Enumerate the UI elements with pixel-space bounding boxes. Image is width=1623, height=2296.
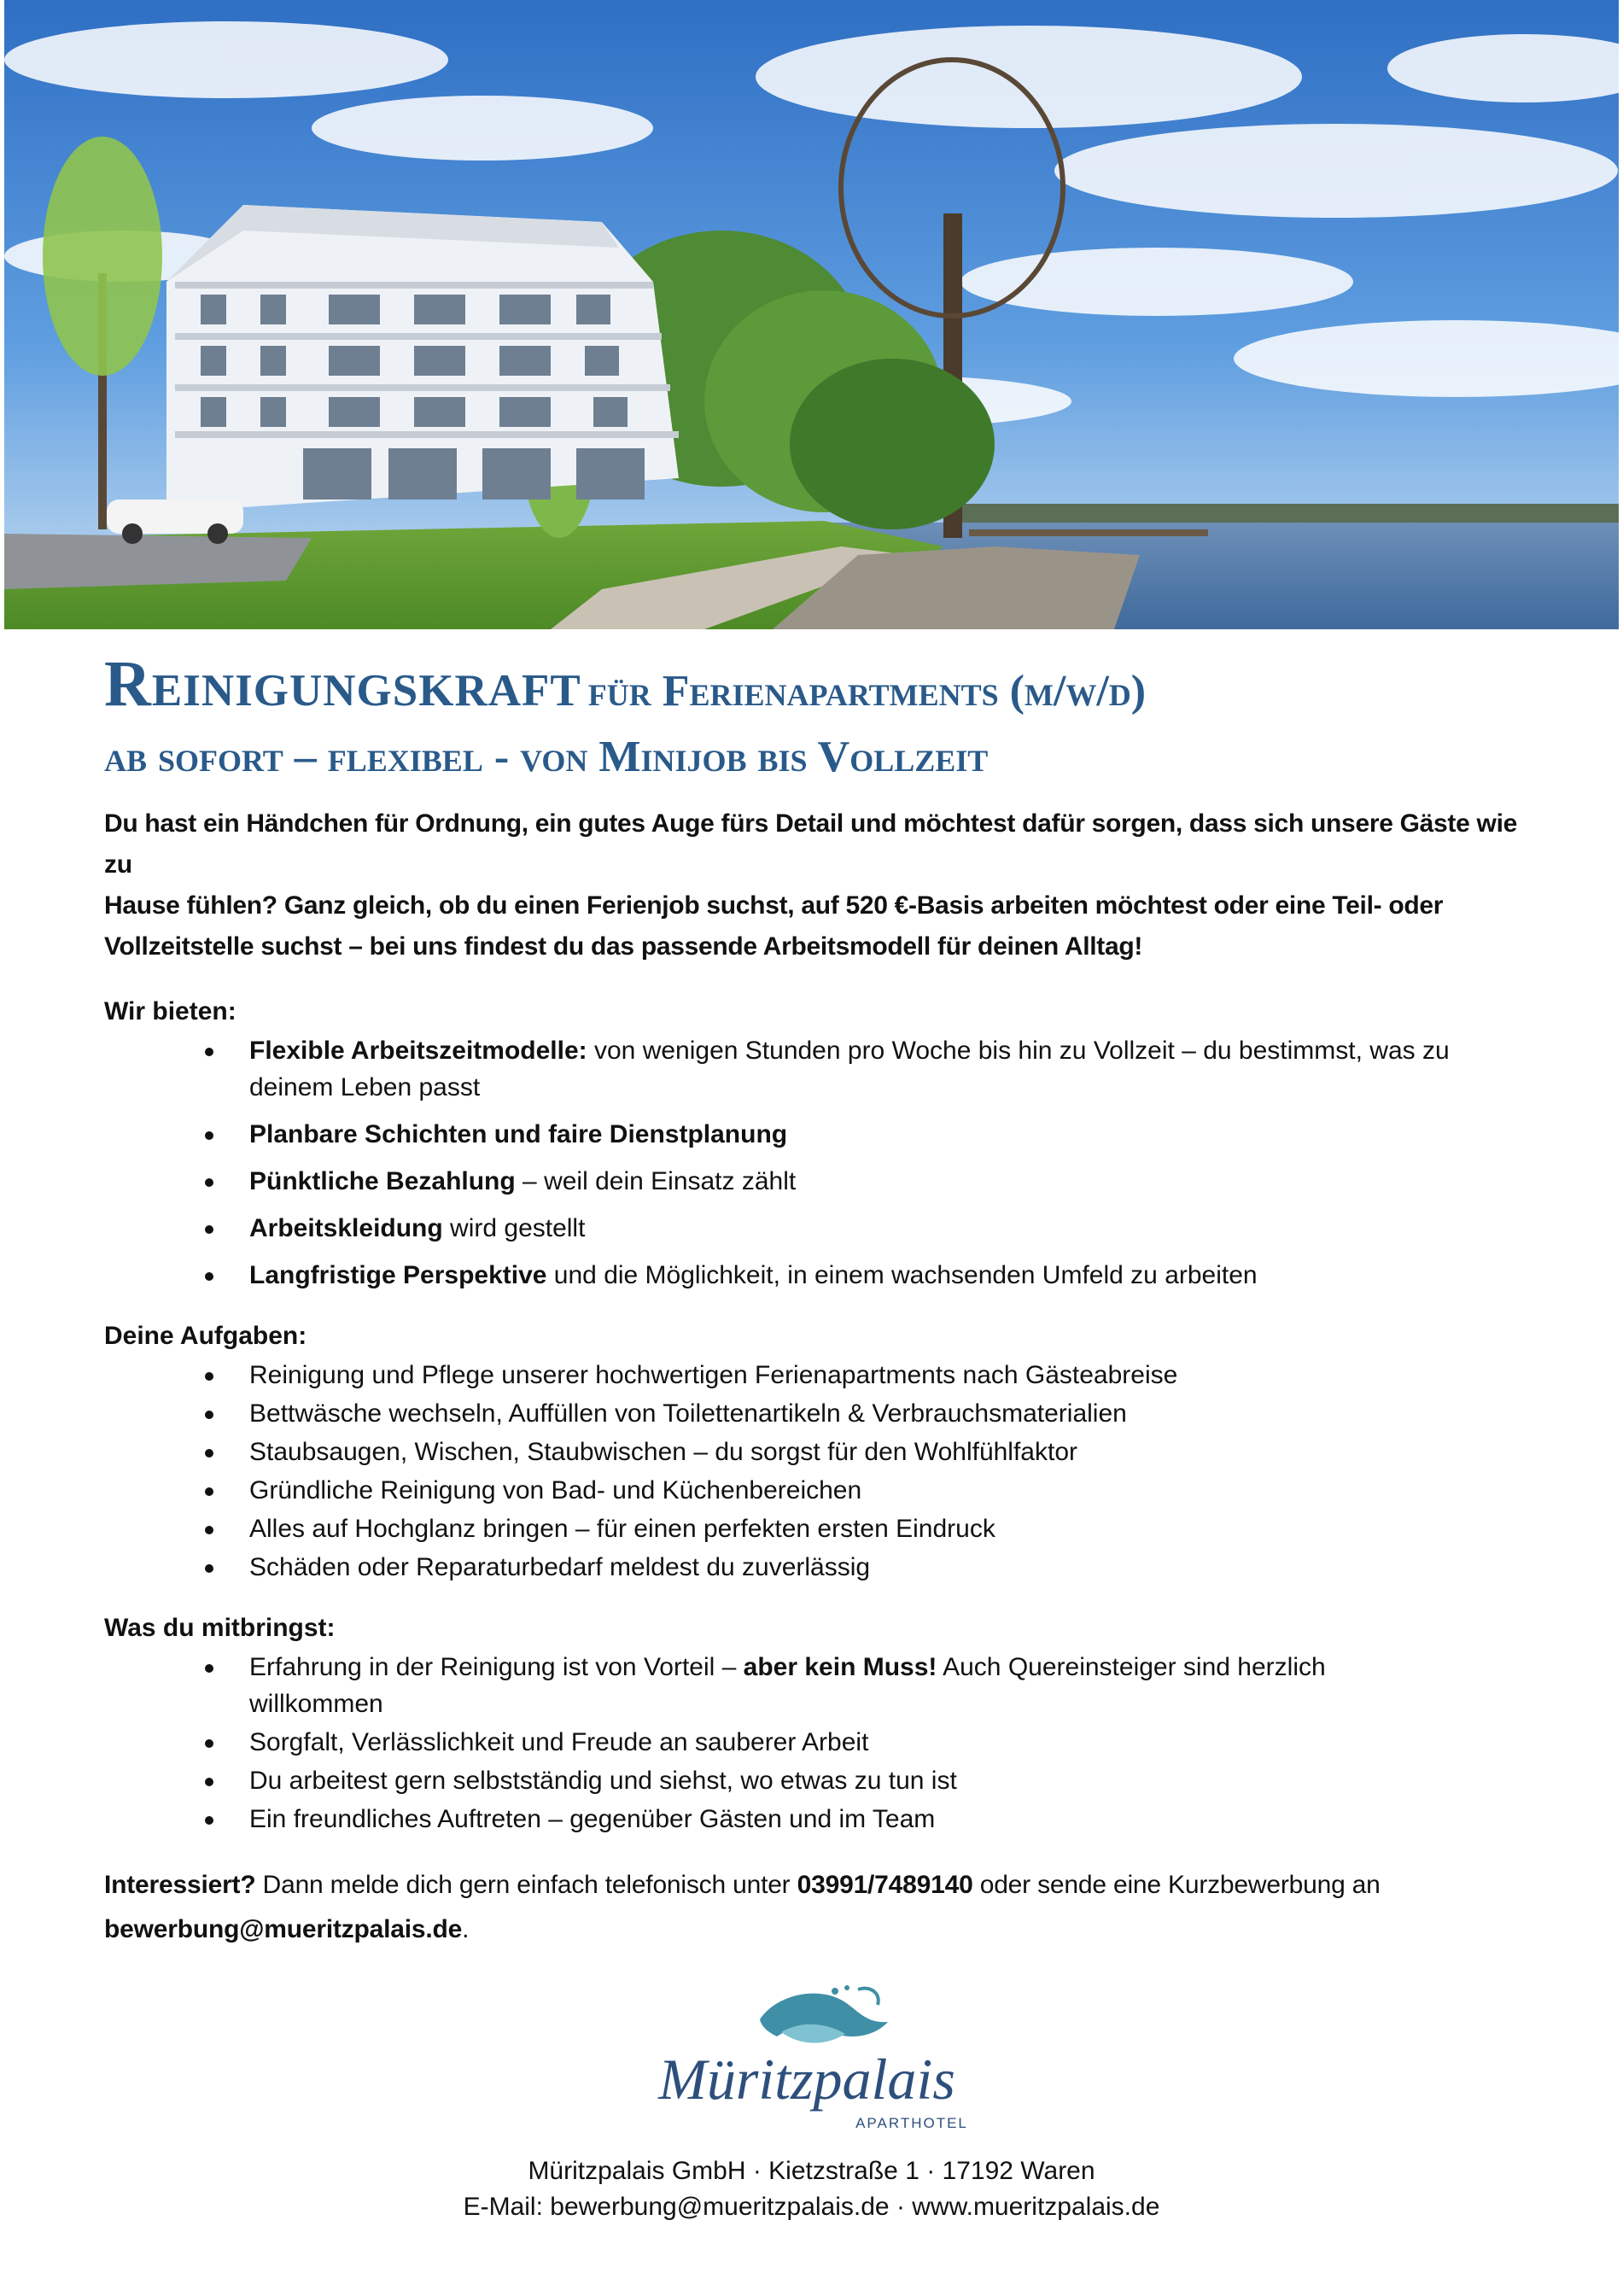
item-bold: Planbare Schichten und faire Dienstplanung (249, 1119, 788, 1148)
job-subtitle: ab sofort – flexibel - von Minijob bis Vollzeit (104, 732, 989, 781)
bullet-icon (205, 1048, 213, 1056)
list-item (249, 1649, 1538, 1722)
list-item (249, 1434, 1538, 1470)
item-text: Staubsaugen, Wischen, Staubwischen – du sorgst für den Wohlfühlfaktor (249, 1437, 1078, 1466)
bullet-icon (205, 1449, 213, 1458)
bullet-icon (205, 1739, 213, 1748)
contact-text: oder sende eine Kurzbewerbung an (972, 1870, 1381, 1899)
section-heading-offer: Wir bieten: (104, 996, 236, 1025)
job-title-main: Reinigungskraft (104, 648, 581, 720)
bullet-icon (205, 1778, 213, 1786)
item-text: – weil dein Einsatz zählt (515, 1166, 797, 1195)
hero-photo (4, 0, 1619, 629)
job-title (104, 649, 1538, 721)
list-item (249, 1510, 1538, 1547)
contact-email[interactable]: bewerbung@mueritzpalais.de (104, 1914, 463, 1943)
list-item (249, 1724, 1538, 1761)
item-bold: Pünktliche Bezahlung (249, 1166, 516, 1195)
list-item (249, 1163, 1538, 1200)
section-tasks (104, 1319, 1538, 1586)
item-text: und die Möglichkeit, in einem wachsenden Umfeld zu arbeiten (546, 1260, 1258, 1289)
bullet-icon (205, 1526, 213, 1534)
intro-line: Vollzeitstelle suchst – bei uns findest du das passende Arbeitsmodell für deinen Alltag! (104, 932, 1143, 961)
logo-name: Müritzpalais (658, 2047, 955, 2112)
item-text: Gründliche Reinigung von Bad- und Küchenbereichen (249, 1475, 862, 1504)
item-text: Sorgfalt, Verlässlichkeit und Freude an sauberer Arbeit (249, 1727, 869, 1756)
item-text: Auch Quereinsteiger sind herzlich (937, 1652, 1326, 1681)
item-text: Du arbeitest gern selbstständig und siehst, wo etwas zu tun ist (249, 1766, 957, 1795)
bullet-icon (205, 1816, 213, 1825)
item-bold: aber kein Muss! (743, 1652, 937, 1681)
bullet-icon (205, 1564, 213, 1573)
list-item (249, 1210, 1538, 1247)
contact-text: Dann melde dich gern einfach telefonisch unter (255, 1870, 797, 1899)
brand-logo (632, 1972, 990, 2143)
item-bold: Langfristige Perspektive (249, 1260, 547, 1289)
contact-phone[interactable]: 03991/7489140 (797, 1870, 973, 1899)
list-item (249, 1116, 1538, 1153)
bullet-icon (205, 1372, 213, 1381)
footer-address: Müritzpalais GmbH · Kietzstraße 1 · 17192 Waren (528, 2157, 1095, 2185)
item-text: Erfahrung in der Reinigung ist von Vorteil – (249, 1652, 744, 1681)
item-text: Bettwäsche wechseln, Auffüllen von Toilettenartikeln & Verbrauchsmaterialien (249, 1399, 1127, 1428)
item-bold: Flexible Arbeitszeitmodelle: (249, 1036, 587, 1065)
item-text: deinem Leben passt (249, 1072, 481, 1101)
item-text: wird gestellt (442, 1213, 586, 1242)
contact-text: . (462, 1914, 470, 1943)
list-item (249, 1762, 1538, 1799)
bullet-icon (205, 1664, 213, 1673)
list-item (249, 1257, 1538, 1294)
list-item (249, 1357, 1538, 1393)
requirements-list (104, 1649, 1538, 1837)
job-title-rest: für Ferienapartments (m/w/d) (587, 667, 1147, 716)
item-text: Ein freundliches Auftreten – gegenüber Gästen und im Team (249, 1804, 936, 1833)
footer-contact: E-Mail: bewerbung@mueritzpalais.de · www.mueritzpalais.de (463, 2193, 1160, 2221)
intro-paragraph (104, 803, 1538, 967)
list-item (249, 1032, 1538, 1106)
tasks-list (104, 1357, 1538, 1586)
section-heading-requirements: Was du mitbringst: (104, 1613, 336, 1642)
section-heading-tasks: Deine Aufgaben: (104, 1321, 307, 1350)
item-text: Schäden oder Reparaturbedarf meldest du zuverlässig (249, 1552, 871, 1581)
contact-lead: Interessiert? (104, 1870, 256, 1899)
intro-line: Hause fühlen? Ganz gleich, ob du einen Ferienjob suchst, auf 520 €-Basis arbeiten möchtest oder eine Teil- oder (104, 891, 1444, 920)
offer-list (104, 1032, 1538, 1294)
intro-line: Du hast ein Händchen für Ordnung, ein gutes Auge fürs Detail und möchtest dafür sorgen, dass sich unsere Gäste wie zu (104, 809, 1517, 879)
bullet-icon (205, 1131, 213, 1140)
item-bold: Arbeitskleidung (249, 1213, 443, 1242)
list-item (249, 1395, 1538, 1432)
list-item (249, 1549, 1538, 1586)
item-text: Reinigung und Pflege unserer hochwertigen Ferienapartments nach Gästeabreise (249, 1360, 1178, 1389)
bullet-icon (205, 1487, 213, 1496)
item-text: von wenigen Stunden pro Woche bis hin zu Vollzeit – du bestimmst, was zu (587, 1036, 1450, 1065)
list-item (249, 1472, 1538, 1509)
bullet-icon (205, 1178, 213, 1187)
bullet-icon (205, 1272, 213, 1281)
section-offer (104, 995, 1538, 1294)
section-requirements (104, 1611, 1538, 1837)
list-item (249, 1801, 1538, 1837)
bullet-icon (205, 1411, 213, 1419)
item-text: Alles auf Hochglanz bringen – für einen perfekten ersten Eindruck (249, 1514, 995, 1543)
bullet-icon (205, 1225, 213, 1234)
wave-logo-icon (760, 1985, 888, 2043)
contact-paragraph (104, 1863, 1538, 1952)
item-text: willkommen (249, 1689, 383, 1718)
footer (0, 2153, 1623, 2225)
logo-tagline: APARTHOTEL (855, 2115, 968, 2131)
